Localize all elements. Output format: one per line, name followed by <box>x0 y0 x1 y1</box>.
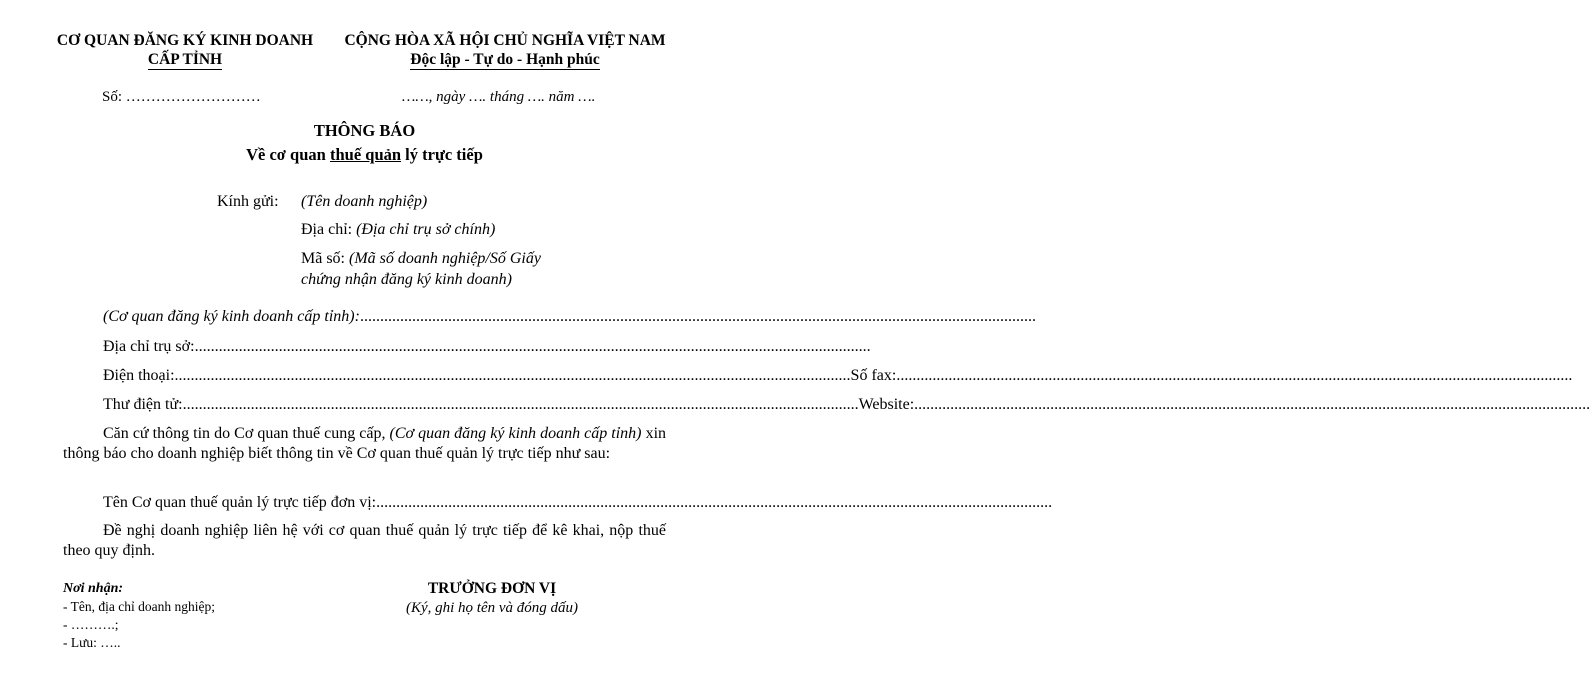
signer-title: TRƯỞNG ĐƠN VỊ <box>427 580 557 597</box>
agency-name: CƠ QUAN ĐĂNG KÝ KINH DOANH <box>56 32 314 49</box>
subtitle-prefix: Về cơ quan <box>246 145 330 164</box>
agency-field-label: (Cơ quan đăng ký kinh doanh cấp tỉnh): <box>103 308 360 325</box>
email-website-row <box>103 396 1590 414</box>
motto-text: Độc lập - Tự do - Hạnh phúc <box>410 51 600 68</box>
para1-italic: (Cơ quan đăng ký kinh doanh cấp tỉnh) <box>389 425 642 442</box>
website-field-label: Website: <box>858 396 915 413</box>
body-paragraph-1 <box>63 424 666 464</box>
date-line: ……, ngày …. tháng …. năm …. <box>402 89 596 105</box>
agency-field-row <box>103 308 1036 326</box>
recipient-address <box>301 221 495 239</box>
recipient-name: (Tên doanh nghiệp) <box>301 193 428 210</box>
agency-level-text: CẤP TỈNH <box>147 51 223 68</box>
recipient-item-3: - Lưu: ….. <box>63 635 121 650</box>
recipient-address-value: (Địa chỉ trụ sở chính) <box>356 221 496 238</box>
website-field-dots: ......................................................................................................................................................................... <box>914 396 1590 413</box>
fax-field-dots: ......................................................................................................................................................................... <box>896 367 1573 384</box>
agency-level <box>40 51 330 69</box>
recipient-code-value-1: (Mã số doanh nghiệp/Số Giấy <box>349 250 541 267</box>
para1-text-a: Căn cứ thông tin do Cơ quan thuế cung cấp, <box>103 425 390 442</box>
address-field-row <box>103 338 871 356</box>
phone-fax-row <box>103 367 1573 385</box>
recipient-item-2: - ……….; <box>63 617 119 632</box>
tax-office-dots: ......................................................................................................................................................................... <box>376 494 1053 511</box>
document-number: Số: ……………………… <box>102 89 261 105</box>
recipients-title: Nơi nhận: <box>63 581 124 596</box>
agency-field-dots: ......................................................................................................................................................................... <box>359 308 1036 325</box>
recipient-code-value-2: chứng nhận đăng ký kinh doanh) <box>301 271 512 288</box>
tax-office-row <box>103 494 1053 512</box>
document-title: THÔNG BÁO <box>313 121 416 140</box>
signer-note: (Ký, ghi họ tên và đóng dấu) <box>405 600 579 616</box>
country-name: CỘNG HÒA XÃ HỘI CHỦ NGHĨA VIỆT NAM <box>344 32 666 49</box>
subtitle-suffix: lý trực tiếp <box>401 145 483 164</box>
address-field-label: Địa chỉ trụ sở: <box>103 338 195 355</box>
subtitle-underlined: thuế quản <box>329 145 402 164</box>
fax-field-label: Số fax: <box>850 367 897 384</box>
para1-text-b: xin thông báo cho doanh nghiệp biết thông tin về Cơ quan thuế quản lý trực tiếp như sau: <box>63 425 667 462</box>
motto <box>325 51 685 69</box>
recipient-code <box>301 250 541 268</box>
document-subtitle <box>0 145 729 165</box>
recipient-item-1: - Tên, địa chỉ doanh nghiệp; <box>63 599 215 614</box>
recipient-code-label: Mã số: <box>301 250 349 267</box>
recipient-label: Kính gửi: <box>217 193 279 210</box>
recipient-address-label: Địa chỉ: <box>301 221 357 238</box>
phone-field-label: Điện thoại: <box>103 367 175 384</box>
phone-field-dots: ......................................................................................................................................................................... <box>174 367 851 384</box>
tax-office-label: Tên Cơ quan thuế quản lý trực tiếp đơn vị: <box>103 494 377 511</box>
email-field-dots: ......................................................................................................................................................................... <box>182 396 859 413</box>
body-paragraph-3: Đề nghị doanh nghiệp liên hệ với cơ quan thuế quản lý trực tiếp để kê khai, nộp thuế theo quy định. <box>63 522 666 559</box>
address-field-dots: ......................................................................................................................................................................... <box>194 338 871 355</box>
email-field-label: Thư điện tử: <box>103 396 183 413</box>
